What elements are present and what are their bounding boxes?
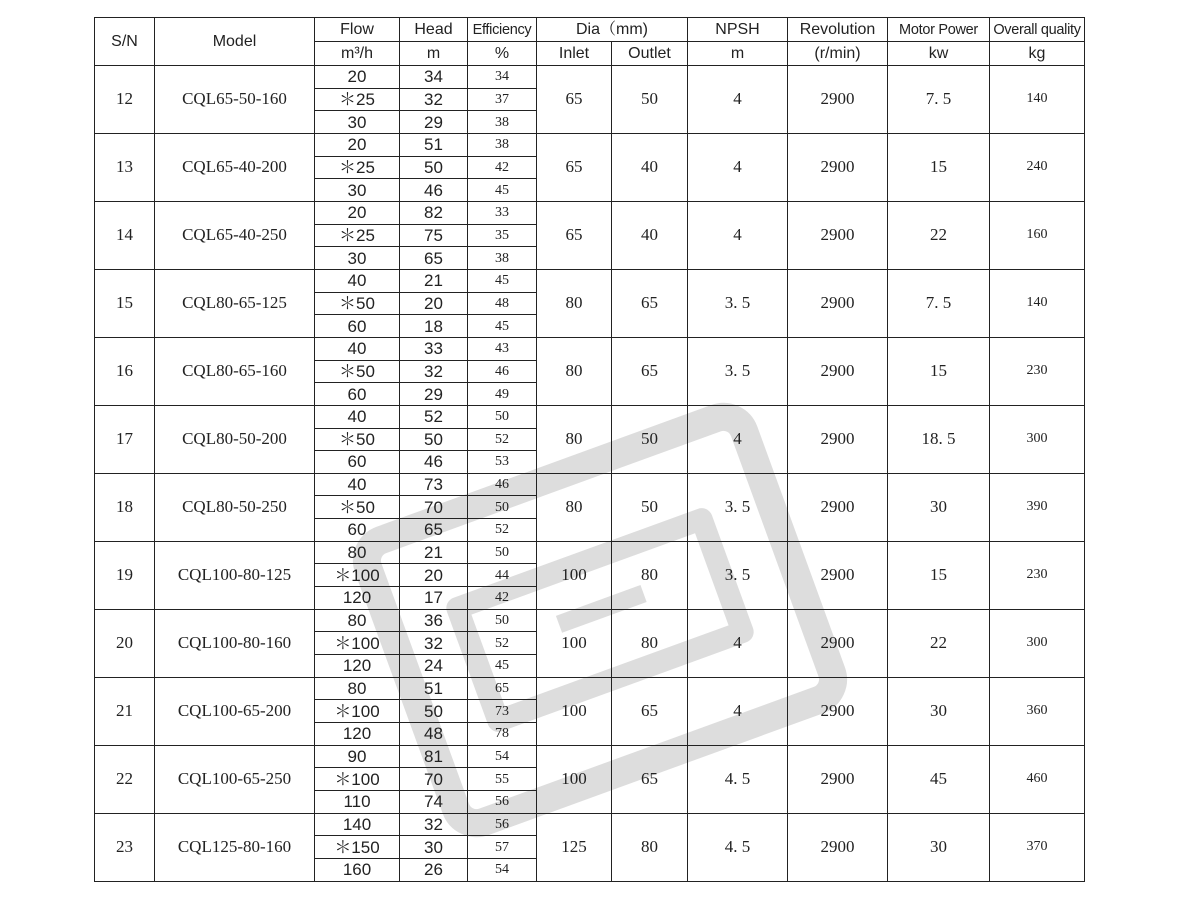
revolution-cell: 2900 — [788, 269, 888, 337]
revolution-cell: 2900 — [788, 609, 888, 677]
sn-cell: 22 — [95, 745, 155, 813]
flow-cell: 80 — [315, 677, 400, 700]
flow-cell: 60 — [315, 383, 400, 406]
head-cell: 32 — [400, 88, 468, 111]
head-cell: 29 — [400, 383, 468, 406]
flow-cell: ＊50 — [315, 496, 400, 519]
outlet-cell: 50 — [612, 405, 688, 473]
header-outlet: Outlet — [612, 42, 688, 66]
motor-power-cell: 22 — [888, 609, 990, 677]
efficiency-cell: 52 — [468, 632, 537, 655]
efficiency-cell: 52 — [468, 428, 537, 451]
outlet-cell: 40 — [612, 133, 688, 201]
outlet-cell: 65 — [612, 337, 688, 405]
table-row — [95, 269, 1085, 292]
outlet-cell: 40 — [612, 201, 688, 269]
motor-power-cell: 45 — [888, 745, 990, 813]
head-cell: 50 — [400, 156, 468, 179]
head-cell: 50 — [400, 700, 468, 723]
model-cell: CQL100-80-160 — [155, 609, 315, 677]
npsh-cell: 4 — [688, 66, 788, 134]
inlet-cell: 125 — [537, 813, 612, 881]
header-npsh-unit: m — [688, 42, 788, 66]
flow-cell: 30 — [315, 111, 400, 134]
header-model: Model — [155, 18, 315, 66]
npsh-cell: 4. 5 — [688, 745, 788, 813]
header-flow: Flow — [315, 18, 400, 42]
head-cell: 32 — [400, 632, 468, 655]
motor-power-cell: 15 — [888, 541, 990, 609]
table-row — [95, 337, 1085, 360]
model-cell: CQL80-50-200 — [155, 405, 315, 473]
flow-cell: 40 — [315, 473, 400, 496]
overall-quality-cell: 140 — [990, 66, 1085, 134]
header-head-unit: m — [400, 42, 468, 66]
outlet-cell: 50 — [612, 473, 688, 541]
efficiency-cell: 46 — [468, 360, 537, 383]
inlet-cell: 100 — [537, 677, 612, 745]
table-row — [95, 201, 1085, 224]
header-efficiency: Efficiency — [468, 18, 537, 42]
efficiency-cell: 56 — [468, 813, 537, 836]
pump-spec-table — [94, 17, 1085, 882]
header-efficiency-unit: % — [468, 42, 537, 66]
head-cell: 34 — [400, 66, 468, 89]
flow-cell: 60 — [315, 519, 400, 542]
head-cell: 17 — [400, 587, 468, 610]
head-cell: 51 — [400, 133, 468, 156]
inlet-cell: 65 — [537, 201, 612, 269]
efficiency-cell: 38 — [468, 111, 537, 134]
model-cell: CQL80-65-160 — [155, 337, 315, 405]
flow-cell: 20 — [315, 66, 400, 89]
sn-cell: 18 — [95, 473, 155, 541]
head-cell: 81 — [400, 745, 468, 768]
revolution-cell: 2900 — [788, 201, 888, 269]
flow-cell: ＊50 — [315, 428, 400, 451]
sn-cell: 21 — [95, 677, 155, 745]
head-cell: 74 — [400, 791, 468, 814]
header-dia: Dia（mm) — [537, 18, 688, 42]
efficiency-cell: 50 — [468, 541, 537, 564]
head-cell: 32 — [400, 813, 468, 836]
flow-cell: ＊25 — [315, 224, 400, 247]
sn-cell: 19 — [95, 541, 155, 609]
efficiency-cell: 50 — [468, 609, 537, 632]
header-overall-quality-unit: kg — [990, 42, 1085, 66]
overall-quality-cell: 240 — [990, 133, 1085, 201]
outlet-cell: 65 — [612, 677, 688, 745]
model-cell: CQL80-50-250 — [155, 473, 315, 541]
revolution-cell: 2900 — [788, 133, 888, 201]
inlet-cell: 65 — [537, 133, 612, 201]
inlet-cell: 65 — [537, 66, 612, 134]
outlet-cell: 50 — [612, 66, 688, 134]
revolution-cell: 2900 — [788, 473, 888, 541]
efficiency-cell: 38 — [468, 247, 537, 270]
motor-power-cell: 7. 5 — [888, 269, 990, 337]
revolution-cell: 2900 — [788, 337, 888, 405]
inlet-cell: 100 — [537, 609, 612, 677]
sn-cell: 23 — [95, 813, 155, 881]
efficiency-cell: 57 — [468, 836, 537, 859]
flow-cell: ＊150 — [315, 836, 400, 859]
npsh-cell: 3. 5 — [688, 269, 788, 337]
head-cell: 75 — [400, 224, 468, 247]
efficiency-cell: 65 — [468, 677, 537, 700]
efficiency-cell: 45 — [468, 269, 537, 292]
efficiency-cell: 38 — [468, 133, 537, 156]
overall-quality-cell: 140 — [990, 269, 1085, 337]
flow-cell: 120 — [315, 587, 400, 610]
flow-cell: 110 — [315, 791, 400, 814]
sn-cell: 13 — [95, 133, 155, 201]
npsh-cell: 4 — [688, 609, 788, 677]
overall-quality-cell: 360 — [990, 677, 1085, 745]
head-cell: 73 — [400, 473, 468, 496]
model-cell: CQL100-65-200 — [155, 677, 315, 745]
efficiency-cell: 50 — [468, 496, 537, 519]
overall-quality-cell: 230 — [990, 541, 1085, 609]
flow-cell: 40 — [315, 269, 400, 292]
revolution-cell: 2900 — [788, 405, 888, 473]
npsh-cell: 4 — [688, 405, 788, 473]
table-row — [95, 813, 1085, 836]
npsh-cell: 3. 5 — [688, 337, 788, 405]
flow-cell: 80 — [315, 541, 400, 564]
inlet-cell: 100 — [537, 541, 612, 609]
overall-quality-cell: 460 — [990, 745, 1085, 813]
efficiency-cell: 37 — [468, 88, 537, 111]
head-cell: 82 — [400, 201, 468, 224]
efficiency-cell: 56 — [468, 791, 537, 814]
flow-cell: ＊25 — [315, 156, 400, 179]
efficiency-cell: 78 — [468, 723, 537, 746]
flow-cell: ＊50 — [315, 360, 400, 383]
motor-power-cell: 30 — [888, 677, 990, 745]
head-cell: 50 — [400, 428, 468, 451]
motor-power-cell: 15 — [888, 133, 990, 201]
table-row — [95, 677, 1085, 700]
outlet-cell: 80 — [612, 541, 688, 609]
motor-power-cell: 22 — [888, 201, 990, 269]
efficiency-cell: 45 — [468, 655, 537, 678]
efficiency-cell: 54 — [468, 858, 537, 881]
inlet-cell: 80 — [537, 473, 612, 541]
head-cell: 65 — [400, 519, 468, 542]
head-cell: 20 — [400, 292, 468, 315]
overall-quality-cell: 300 — [990, 405, 1085, 473]
flow-cell: 30 — [315, 247, 400, 270]
sn-cell: 14 — [95, 201, 155, 269]
head-cell: 21 — [400, 541, 468, 564]
overall-quality-cell: 370 — [990, 813, 1085, 881]
header-motor-power: Motor Power — [888, 18, 990, 42]
inlet-cell: 80 — [537, 337, 612, 405]
head-cell: 46 — [400, 179, 468, 202]
outlet-cell: 65 — [612, 745, 688, 813]
flow-cell: ＊100 — [315, 768, 400, 791]
overall-quality-cell: 230 — [990, 337, 1085, 405]
efficiency-cell: 43 — [468, 337, 537, 360]
model-cell: CQL65-40-200 — [155, 133, 315, 201]
head-cell: 18 — [400, 315, 468, 338]
sn-cell: 16 — [95, 337, 155, 405]
header-revolution: Revolution — [788, 18, 888, 42]
header-revolution-unit: (r/min) — [788, 42, 888, 66]
inlet-cell: 80 — [537, 405, 612, 473]
table-row — [95, 405, 1085, 428]
table-row — [95, 66, 1085, 89]
flow-cell: 120 — [315, 655, 400, 678]
revolution-cell: 2900 — [788, 541, 888, 609]
motor-power-cell: 18. 5 — [888, 405, 990, 473]
efficiency-cell: 48 — [468, 292, 537, 315]
head-cell: 51 — [400, 677, 468, 700]
sn-cell: 17 — [95, 405, 155, 473]
efficiency-cell: 42 — [468, 587, 537, 610]
efficiency-cell: 33 — [468, 201, 537, 224]
npsh-cell: 4 — [688, 201, 788, 269]
npsh-cell: 4. 5 — [688, 813, 788, 881]
efficiency-cell: 42 — [468, 156, 537, 179]
head-cell: 32 — [400, 360, 468, 383]
efficiency-cell: 55 — [468, 768, 537, 791]
header-motor-power-unit: kw — [888, 42, 990, 66]
header-flow-unit: m³/h — [315, 42, 400, 66]
table-row — [95, 473, 1085, 496]
header-head: Head — [400, 18, 468, 42]
flow-cell: 140 — [315, 813, 400, 836]
flow-cell: 20 — [315, 201, 400, 224]
revolution-cell: 2900 — [788, 745, 888, 813]
head-cell: 26 — [400, 858, 468, 881]
head-cell: 21 — [400, 269, 468, 292]
head-cell: 48 — [400, 723, 468, 746]
header-inlet: Inlet — [537, 42, 612, 66]
head-cell: 36 — [400, 609, 468, 632]
efficiency-cell: 49 — [468, 383, 537, 406]
table-row — [95, 609, 1085, 632]
npsh-cell: 4 — [688, 677, 788, 745]
motor-power-cell: 30 — [888, 813, 990, 881]
flow-cell: 40 — [315, 337, 400, 360]
efficiency-cell: 54 — [468, 745, 537, 768]
model-cell: CQL100-80-125 — [155, 541, 315, 609]
flow-cell: 80 — [315, 609, 400, 632]
head-cell: 20 — [400, 564, 468, 587]
inlet-cell: 100 — [537, 745, 612, 813]
model-cell: CQL65-50-160 — [155, 66, 315, 134]
efficiency-cell: 52 — [468, 519, 537, 542]
head-cell: 70 — [400, 768, 468, 791]
model-cell: CQL100-65-250 — [155, 745, 315, 813]
inlet-cell: 80 — [537, 269, 612, 337]
flow-cell: ＊100 — [315, 564, 400, 587]
efficiency-cell: 44 — [468, 564, 537, 587]
table-row — [95, 541, 1085, 564]
sn-cell: 15 — [95, 269, 155, 337]
revolution-cell: 2900 — [788, 813, 888, 881]
head-cell: 46 — [400, 451, 468, 474]
sn-cell: 12 — [95, 66, 155, 134]
flow-cell: 160 — [315, 858, 400, 881]
flow-cell: ＊50 — [315, 292, 400, 315]
header-overall-quality: Overall quality — [990, 18, 1085, 42]
motor-power-cell: 30 — [888, 473, 990, 541]
revolution-cell: 2900 — [788, 677, 888, 745]
overall-quality-cell: 300 — [990, 609, 1085, 677]
flow-cell: 60 — [315, 315, 400, 338]
npsh-cell: 3. 5 — [688, 541, 788, 609]
header-npsh: NPSH — [688, 18, 788, 42]
efficiency-cell: 35 — [468, 224, 537, 247]
model-cell: CQL80-65-125 — [155, 269, 315, 337]
flow-cell: 30 — [315, 179, 400, 202]
outlet-cell: 65 — [612, 269, 688, 337]
head-cell: 52 — [400, 405, 468, 428]
table-row — [95, 133, 1085, 156]
efficiency-cell: 53 — [468, 451, 537, 474]
outlet-cell: 80 — [612, 813, 688, 881]
flow-cell: ＊100 — [315, 700, 400, 723]
efficiency-cell: 50 — [468, 405, 537, 428]
motor-power-cell: 15 — [888, 337, 990, 405]
efficiency-cell: 46 — [468, 473, 537, 496]
overall-quality-cell: 390 — [990, 473, 1085, 541]
efficiency-cell: 73 — [468, 700, 537, 723]
head-cell: 29 — [400, 111, 468, 134]
head-cell: 30 — [400, 836, 468, 859]
sn-cell: 20 — [95, 609, 155, 677]
flow-cell: ＊25 — [315, 88, 400, 111]
flow-cell: 90 — [315, 745, 400, 768]
flow-cell: 40 — [315, 405, 400, 428]
head-cell: 65 — [400, 247, 468, 270]
head-cell: 24 — [400, 655, 468, 678]
efficiency-cell: 34 — [468, 66, 537, 89]
outlet-cell: 80 — [612, 609, 688, 677]
flow-cell: ＊100 — [315, 632, 400, 655]
table-body — [95, 66, 1085, 882]
efficiency-cell: 45 — [468, 315, 537, 338]
efficiency-cell: 45 — [468, 179, 537, 202]
head-cell: 70 — [400, 496, 468, 519]
flow-cell: 60 — [315, 451, 400, 474]
overall-quality-cell: 160 — [990, 201, 1085, 269]
revolution-cell: 2900 — [788, 66, 888, 134]
model-cell: CQL65-40-250 — [155, 201, 315, 269]
flow-cell: 20 — [315, 133, 400, 156]
table-row — [95, 745, 1085, 768]
header-sn: S/N — [95, 18, 155, 66]
npsh-cell: 4 — [688, 133, 788, 201]
model-cell: CQL125-80-160 — [155, 813, 315, 881]
motor-power-cell: 7. 5 — [888, 66, 990, 134]
npsh-cell: 3. 5 — [688, 473, 788, 541]
head-cell: 33 — [400, 337, 468, 360]
flow-cell: 120 — [315, 723, 400, 746]
